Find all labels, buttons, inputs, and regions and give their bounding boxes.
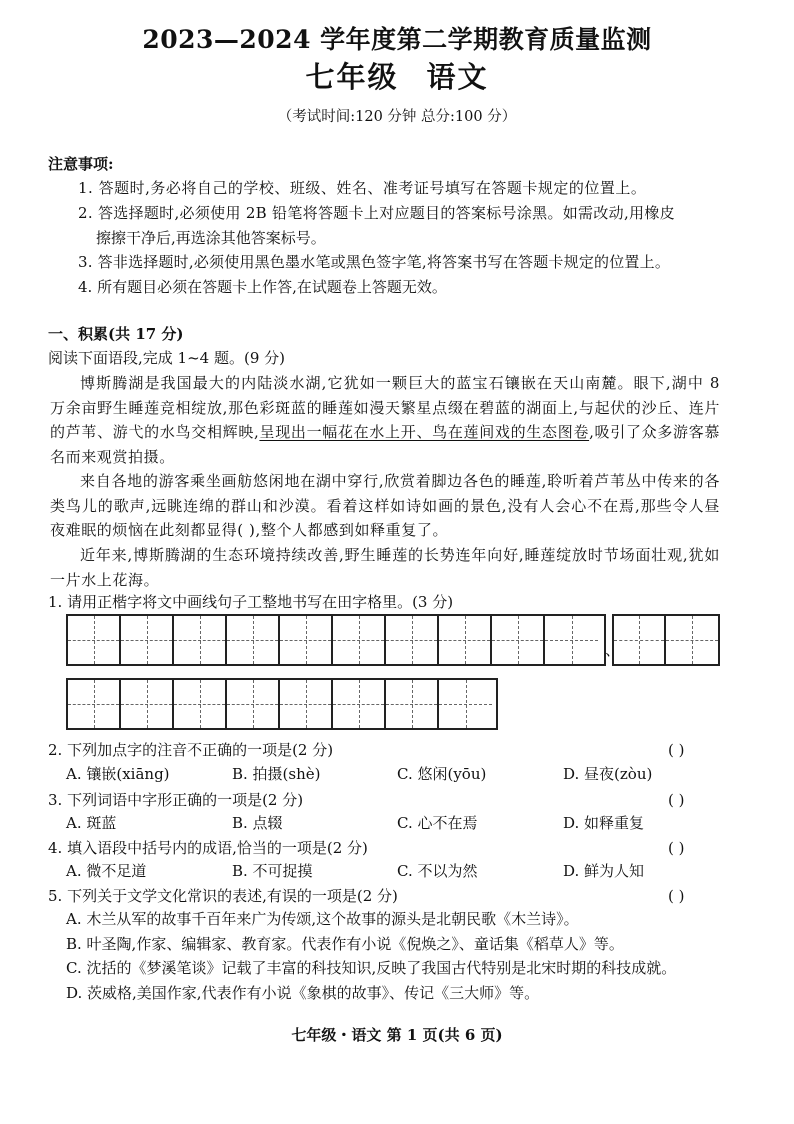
passage-paragraph-3: 近年来,博斯腾湖的生态环境持续改善,野生睡莲的长势连年向好,睡莲绽放时节场面壮观,犹如一片水上花海。 [50,546,720,589]
q3-answer-bracket[interactable]: ( ) [668,791,685,809]
q2-option-d[interactable]: D. 昼夜(zòu) [563,765,653,783]
q5-option-b[interactable]: B. 叶圣陶,作家、编辑家、教育家。代表作有小说《倪焕之》、童话集《稻草人》等。 [66,935,624,953]
notice-heading: 注意事项: [48,155,114,173]
q4-option-d[interactable]: D. 鲜为人知 [563,862,645,880]
passage-paragraph-2: 来自各地的游客乘坐画舫悠闲地在湖中穿行,欣赏着脚边各色的睡莲,聆听着芦苇丛中传来的各类鸟儿的歌声,远眺连绵的群山和沙漠。看着这样如诗如画的景色,没有人会心不在焉,那些令人昼夜难眠的烦恼在此刻都显得( ),整个人都感到如释重复了。 [50,472,720,539]
exam-title: 2023—2024 学年度第二学期教育质量监测 [142,25,652,54]
grade-label: 七年级 [305,60,399,94]
passage-paragraph-1: 博斯腾湖是我国最大的内陆淡水湖,它犹如一颗巨大的蓝宝石镶嵌在天山南麓。眼下,湖中 8 万余亩野生睡莲竞相绽放,那色彩斑蓝的睡莲如漫天繁星点缀在碧蓝的湖面上,与起伏的沙丘、连片的芦苇、游弋的水鸟交相辉映,呈现出一幅花在水上开、鸟在莲间戏的生态图卷,吸引了众多游客慕名而来观赏拍摄。 [50,374,721,466]
writing-grid-row-2[interactable] [66,678,498,730]
q2-option-c[interactable]: C. 悠闲(yōu) [397,765,487,783]
q4-option-c[interactable]: C. 不以为然 [397,862,478,880]
q3-option-b[interactable]: B. 点辍 [232,814,283,832]
q3-option-c[interactable]: C. 心不在焉 [397,814,478,832]
grid-separator-comma: 、 [605,641,621,659]
writing-grid-row-1b[interactable] [612,614,720,666]
question-2: 2. 下列加点字的注音不正确的一项是(2 分) [48,741,334,759]
q3-option-d[interactable]: D. 如释重复 [563,814,645,832]
exam-info: （考试时间:120 分钟 总分:100 分） [277,109,517,125]
grade-subject-title [0,55,794,96]
notice-item-4: 4. 所有题目必须在答题卡上作答,在试题卷上答题无效。 [78,278,447,296]
q5-option-a[interactable]: A. 木兰从军的故事千百年来广为传颂,这个故事的源头是北朝民歌《木兰诗》。 [66,910,579,928]
q5-answer-bracket[interactable]: ( ) [668,887,685,905]
question-5: 5. 下列关于文学文化常识的表述,有误的一项是(2 分) [48,887,398,905]
page-footer: 七年级・语文 第 1 页(共 6 页) [291,1026,503,1044]
section1-intro: 阅读下面语段,完成 1~4 题。(9 分) [48,349,285,367]
q3-option-a[interactable]: A. 斑蓝 [66,814,117,832]
subject-label: 语文 [426,60,489,94]
notice-item-2: 2. 答选择题时,必须使用 2B 铅笔将答题卡上对应题目的答案标号涂黑。如需改动,用橡皮 [78,204,675,222]
q5-option-c[interactable]: C. 沈括的《梦溪笔谈》记载了丰富的科技知识,反映了我国古代特别是北宋时期的科技成就。 [66,959,677,977]
underlined-sentence: 呈现出一幅花在水上开、鸟在莲间戏的生态图卷 [259,423,590,441]
section1-heading: 一、积累(共 17 分) [48,325,184,343]
writing-grid-row-1a[interactable] [66,614,606,666]
question-3: 3. 下列词语中字形正确的一项是(2 分) [48,791,304,809]
q2-answer-bracket[interactable]: ( ) [668,741,685,759]
q4-answer-bracket[interactable]: ( ) [668,839,685,857]
notice-item-1: 1. 答题时,务必将自己的学校、班级、姓名、准考证号填写在答题卡规定的位置上。 [78,179,647,197]
question-1: 1. 请用正楷字将文中画线句子工整地书写在田字格里。(3 分) [48,593,454,611]
notice-item-2-cont: 擦擦干净后,再选涂其他答案标号。 [96,229,326,247]
q5-option-d[interactable]: D. 茨威格,美国作家,代表作有小说《象棋的故事》、传记《三大师》等。 [66,984,540,1002]
notice-item-3: 3. 答非选择题时,必须使用黑色墨水笔或黑色签字笔,将答案书写在答题卡规定的位置上。 [78,253,671,271]
q4-option-a[interactable]: A. 微不足道 [66,862,147,880]
question-4: 4. 填入语段中括号内的成语,恰当的一项是(2 分) [48,839,368,857]
q2-option-b[interactable]: B. 拍摄(shè) [232,765,321,783]
q4-option-b[interactable]: B. 不可捉摸 [232,862,313,880]
q2-option-a[interactable]: A. 镶嵌(xiāng) [66,765,170,783]
